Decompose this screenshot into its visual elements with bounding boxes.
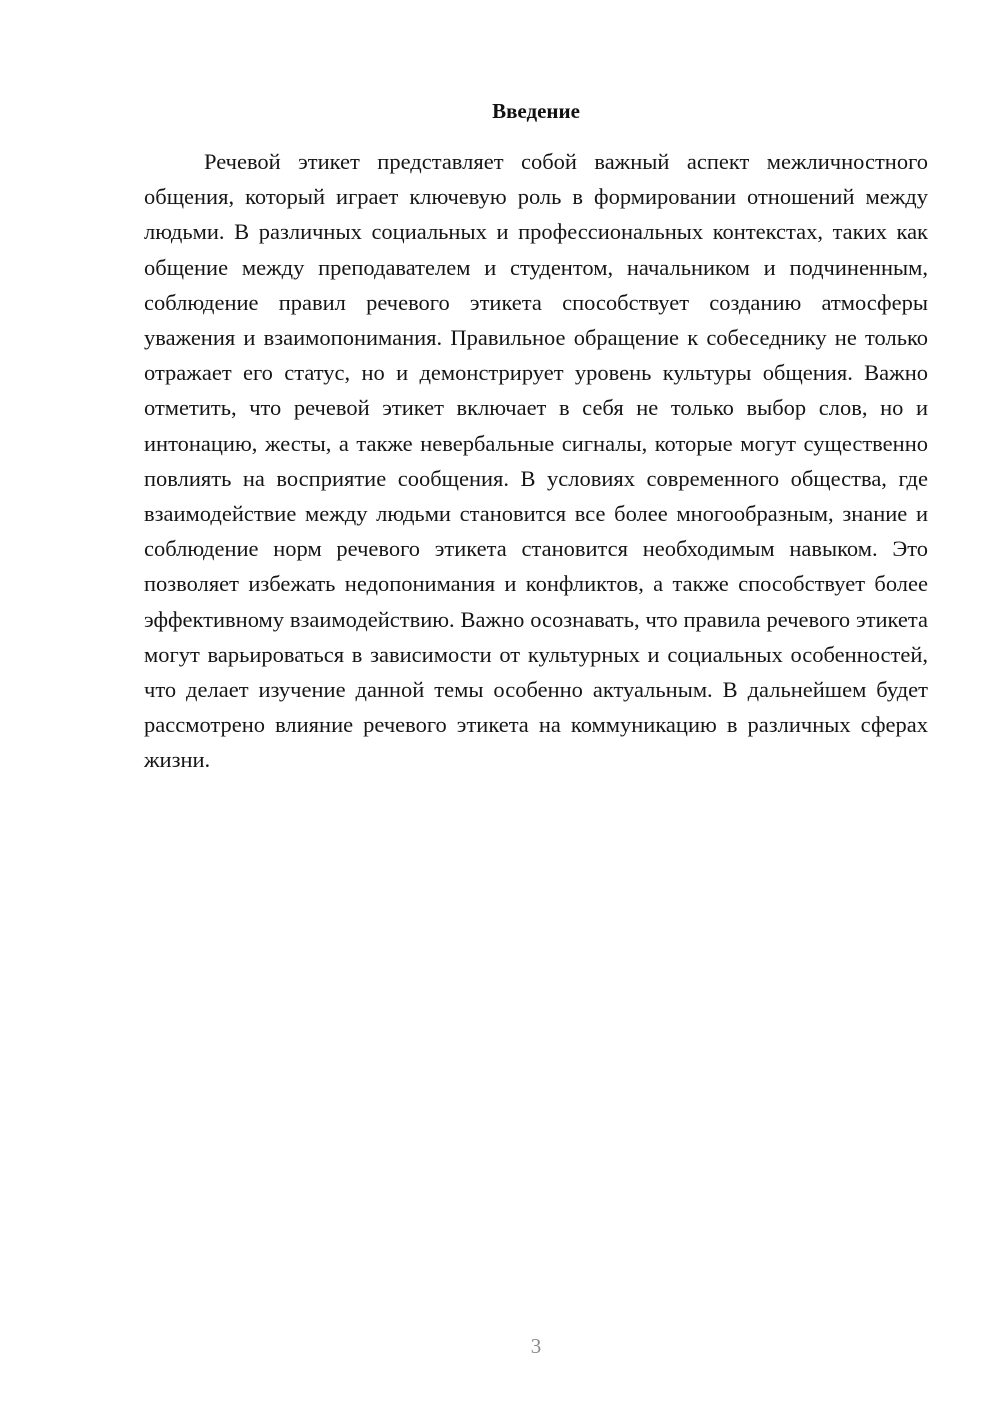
- section-heading: Введение: [492, 99, 580, 123]
- page-number: 3: [530, 1334, 542, 1358]
- body-paragraph: Речевой этикет представляет собой важный аспект межличностного общения, который играет ключевую роль в формировании отношений между людьми. В различных социальных и профессиональных контекстах, таких как общение между преподавателем и студентом, начальником и подчиненным, соблюдение правил речевого этикета способствует созданию атмосферы уважения и взаимопонимания. Правильное обращение к собеседнику не только отражает его статус, но и демонстрирует уровень культуры общения. Важно отметить, что речевой этикет включает в себя не только выбор слов, но и интонацию, жесты, а также невербальные сигналы, которые могут существенно повлиять на восприятие сообщения. В условиях современного общества, где взаимодействие между людьми становится все более многообразным, знание и соблюдение норм речевого этикета становится необходимым навыком. Это позволяет избежать недопонимания и конфликтов, а также способствует более эффективному взаимодействию. Важно осознавать, что правила речевого этикета могут варьироваться в зависимости от культурных и социальных особенностей, что делает изучение данной темы особенно актуальным. В дальнейшем будет рассмотрено влияние речевого этикета на коммуникацию в различных сферах жизни.: [144, 149, 928, 773]
